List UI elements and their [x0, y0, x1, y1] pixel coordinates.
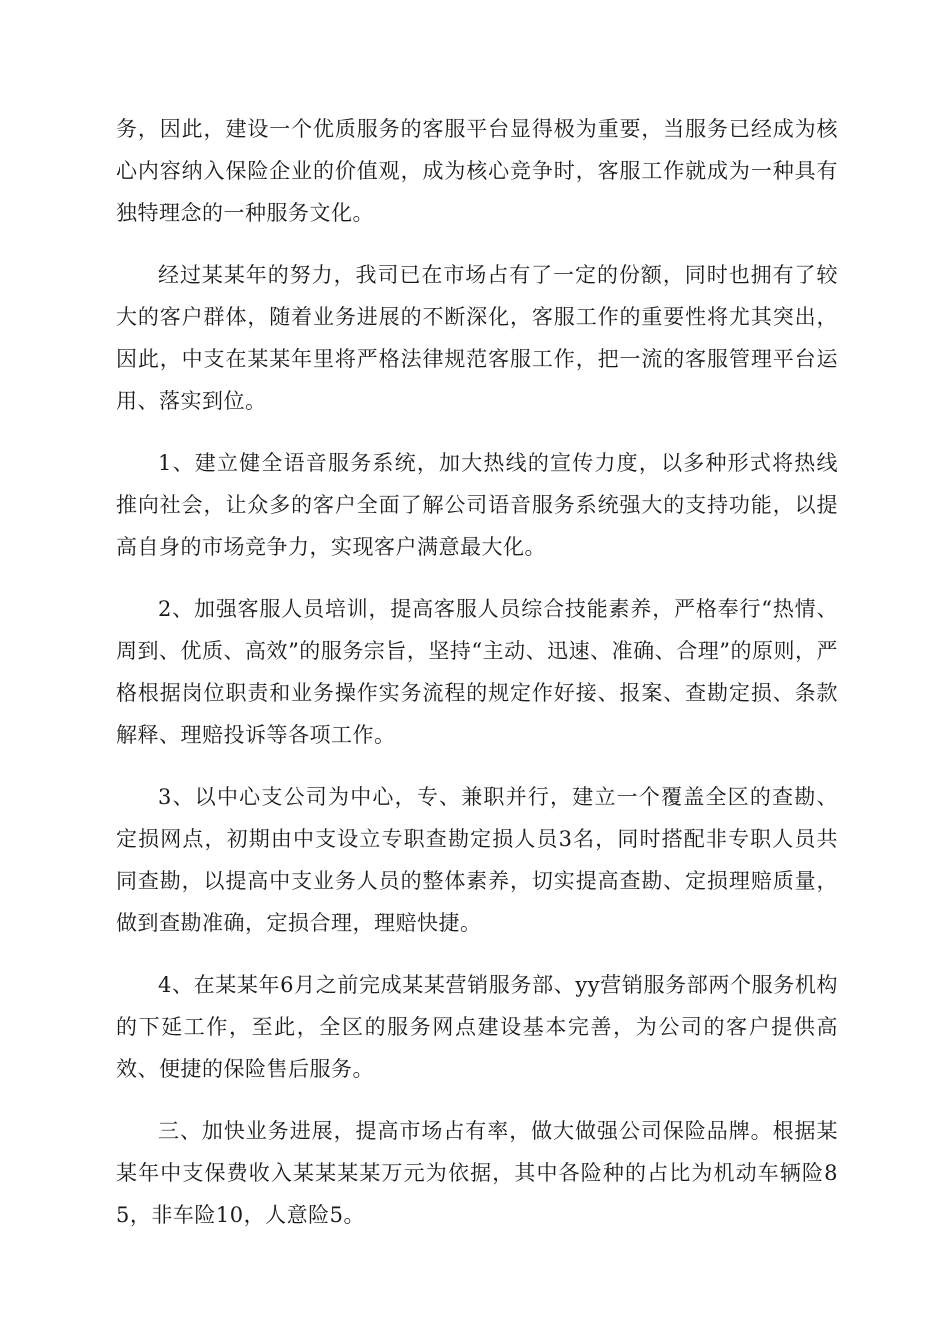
- paragraph-item-1: 1、建立健全语音服务系统，加大热线的宣传力度，以多种形式将热线推向社会，让众多的客户全面了解公司语音服务系统强大的支持功能，以提高自身的市场竞争力，实现客户满意最大化。: [116, 451, 838, 559]
- paragraph-item-2: 2、加强客服人员培训，提高客服人员综合技能素养，严格奉行“热情、周到、优质、高效”的服务宗旨，坚持“主动、迅速、准确、合理”的原则，严格根据岗位职责和业务操作实务流程的规定作好接、报案、查勘定损、条款解释、理赔投诉等各项工作。: [116, 597, 838, 747]
- paragraph-overview: 经过某某年的努力，我司已在市场占有了一定的份额，同时也拥有了较大的客户群体，随着业务进展的不断深化，客服工作的重要性将尤其突出，因此，中支在某某年里将严格法律规范客服工作，把一流的客服管理平台运用、落实到位。: [116, 263, 838, 413]
- document-body: [116, 108, 838, 1256]
- paragraph-section-3: 三、加快业务进展，提高市场占有率，做大做强公司保险品牌。根据某某年中支保费收入某某某某万元为依据，其中各险种的占比为机动车辆险85，非车险10，人意险5。: [116, 1119, 838, 1227]
- paragraph-continuation: 务，因此，建设一个优质服务的客服平台显得极为重要，当服务已经成为核心内容纳入保险企业的价值观，成为核心竞争时，客服工作就成为一种具有独特理念的一种服务文化。: [116, 117, 838, 225]
- paragraph-item-3: 3、以中心支公司为中心，专、兼职并行，建立一个覆盖全区的查勘、定损网点，初期由中支设立专职查勘定损人员3名，同时搭配非专职人员共同查勘，以提高中支业务人员的整体素养，切实提高查勘、定损理赔质量，做到查勘准确，定损合理，理赔快捷。: [116, 785, 838, 935]
- paragraph-item-4: 4、在某某年6月之前完成某某营销服务部、yy营销服务部两个服务机构的下延工作，至此，全区的服务网点建设基本完善，为公司的客户提供高效、便捷的保险售后服务。: [116, 973, 838, 1081]
